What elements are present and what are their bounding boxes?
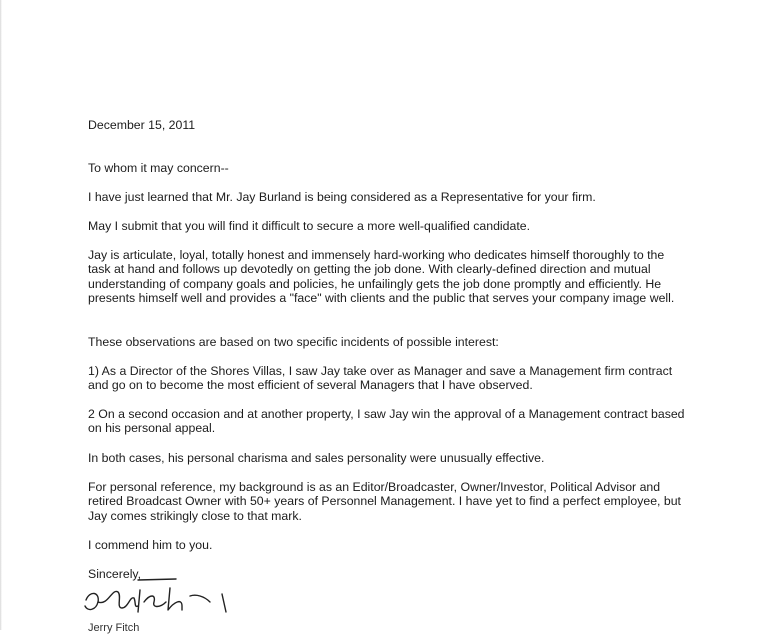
paragraph-commend: I commend him to you.	[88, 538, 213, 552]
paragraph-reference: For personal reference, my background is as an Editor/Broadcaster, Owner/Investor, Political Advisor and retired Broadcast Owner with 50+ years of Personnel Management. I have yet to find a perfect employee, but Jay comes strikingly close to that mark.	[88, 480, 681, 523]
paragraph-incident-2: 2 On a second occasion and at another property, I saw Jay win the approval of a Management contract based on his personal appeal.	[88, 407, 685, 436]
paragraph-observations: These observations are based on two specific incidents of possible interest:	[88, 335, 499, 349]
salutation: To whom it may concern--	[88, 161, 229, 175]
signer-name: Jerry Fitch	[88, 622, 140, 634]
letter-date: December 15, 2011	[88, 118, 196, 132]
paragraph-intro: I have just learned that Mr. Jay Burland is being considered as a Representative for your firm.	[88, 190, 596, 204]
closing: Sincerely,	[88, 567, 142, 581]
paragraph-incident-1: 1) As a Director of the Shores Villas, I saw Jay take over as Manager and save a Management firm contract and go on to become the most efficient of several Managers that I have observed.	[88, 364, 673, 393]
scan-edge	[0, 0, 2, 630]
paragraph-charisma: In both cases, his personal charisma and sales personality were unusually effective.	[88, 451, 545, 465]
handwritten-signature	[78, 572, 248, 620]
paragraph-submit: May I submit that you will find it difficult to secure a more well-qualified candidate.	[88, 219, 530, 233]
paragraph-qualities: Jay is articulate, loyal, totally honest and immensely hard-working who dedicates himself thoroughly to the task at hand and follows up devotedly on getting the job done. With clearly-defined direction and mutual understanding of company goals and policies, he unfailingly gets the job done promptly and efficiently. He presents himself well and provides a "face" with clients and the public that serves your company image well.	[88, 248, 675, 306]
